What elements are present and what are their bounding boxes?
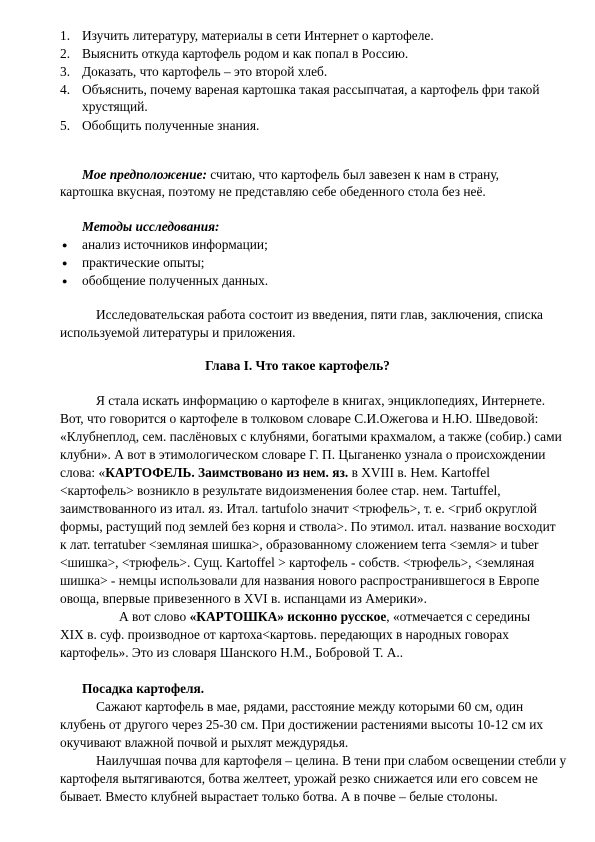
methods-item-text: практические опыты; [82,255,205,270]
structure-line: Исследовательская работа состоит из введения, пяти глав, заключения, списка [96,307,543,322]
hypothesis-label: Мое предположение: [82,167,207,182]
chapter-line: Я стала искать информацию о картофеле в книгах, энциклопедиях, Интернете. [96,393,546,408]
chapter-line: картофель». Это из словаря Шанского Н.М., Бобровой Т. А.. [60,645,404,660]
task-number: 1. [60,28,71,43]
chapter-bold-term: КАРТОФЕЛЬ. Заимствовано из нем. яз. [105,465,349,480]
bullet-icon: ● [62,276,68,286]
chapter-line: <картофель> возникло в результате видоизменения более стар. нем. Tartuffel, [60,483,501,498]
methods-title: Методы исследования: [82,219,220,234]
task-number: 4. [60,82,71,97]
chapter-line: XIX в. суф. производное от картоха<картовь. передающих в народных говорах [60,627,509,642]
planting-line: клубень от другого через 25-30 см. При достижении растениями высоты 10-12 см их [60,717,544,732]
chapter-line: заимствованного из итал. яз. Итал. tartufolo значит <трюфель>, т. е. <гриб округлой [60,501,537,516]
hypothesis-line [82,167,499,183]
planting-title: Посадка картофеля. [82,681,205,696]
chapter-line: к лат. terratuber <земляная шишка>, образованному сложением terra <земля> и tuber [60,537,539,552]
task-number: 2. [60,46,71,61]
chapter-line: формы, растущий под землей без корня и ствола>. По этимол. итал. название восходит [60,519,556,534]
task-text: хрустящий. [82,99,148,114]
task-text: Доказать, что картофель – это второй хлеб. [82,64,328,79]
planting-line: окучивают влажной почвой и рыхлят междурядья. [60,735,349,750]
bullet-icon: ● [62,258,68,268]
task-text: Выяснить откуда картофель родом и как попал в Россию. [82,46,409,61]
methods-item-text: обобщение полученных данных. [82,273,269,288]
chapter-line: Вот, что говорится о картофеле в толковом словаре С.И.Ожегова и Н.Ю. Шведовой: [60,411,539,426]
chapter-line: овоща, впервые привезенного в XVI в. испанцами из Америки». [60,591,427,606]
chapter-line: «Клубнеплод, сем. паслёновых с клубнями, богатыми крахмалом, а также (собир.) сами [60,429,562,444]
structure-line: используемой литературы и приложения. [60,325,296,340]
chapter-bold-term: «КАРТОШКА» исконно русское [189,609,387,624]
task-text: Изучить литературу, материалы в сети Интернет о картофеле. [82,28,434,43]
hypothesis-line: картошка вкусная, поэтому не представляю себе обеденного стола без неё. [60,184,486,199]
chapter-line [60,465,490,481]
chapter-line: клубни». А вот в этимологическом словаре Г. П. Цыганенко узнала о происхождении [60,447,546,462]
task-text: Объяснить, почему вареная картошка такая рассыпчатая, а картофель фри такой [82,82,540,97]
chapter-text: , «отмечается с середины [386,609,531,624]
chapter-title: Глава I. Что такое картофель? [205,358,390,373]
planting-line: бывает. Вместо клубней вырастает только ботва. А в почве – белые столоны. [60,789,498,804]
planting-line: Наилучшая почва для картофеля – целина. В тени при слабом освещении стебли у [96,753,567,768]
hypothesis-text: считаю, что картофель был завезен к нам в страну, [206,167,499,182]
chapter-text: А вот слово [119,609,190,624]
task-text: Обобщить полученные знания. [82,118,260,133]
chapter-line: <шишка>, <трюфель>. Сущ. Kartoffel > картофель - собств. <трюфель>, <земляная [60,555,535,570]
methods-item-text: анализ источников информации; [82,237,268,252]
bullet-icon: ● [62,240,68,250]
planting-line: картофеля вытягиваются, ботва желтеет, урожай резко снижается или его совсем не [60,771,538,786]
planting-line: Сажают картофель в мае, рядами, расстояние между которыми 60 см, один [96,699,524,714]
chapter-text: в XVIII в. Нем. Kartoffel [348,465,490,480]
task-number: 5. [60,118,71,133]
chapter-text: слова: « [60,465,106,480]
task-number: 3. [60,64,71,79]
chapter-line: шишка> - немцы использовали для названия нового распространившегося в Европе [60,573,540,588]
chapter-line [119,609,530,625]
